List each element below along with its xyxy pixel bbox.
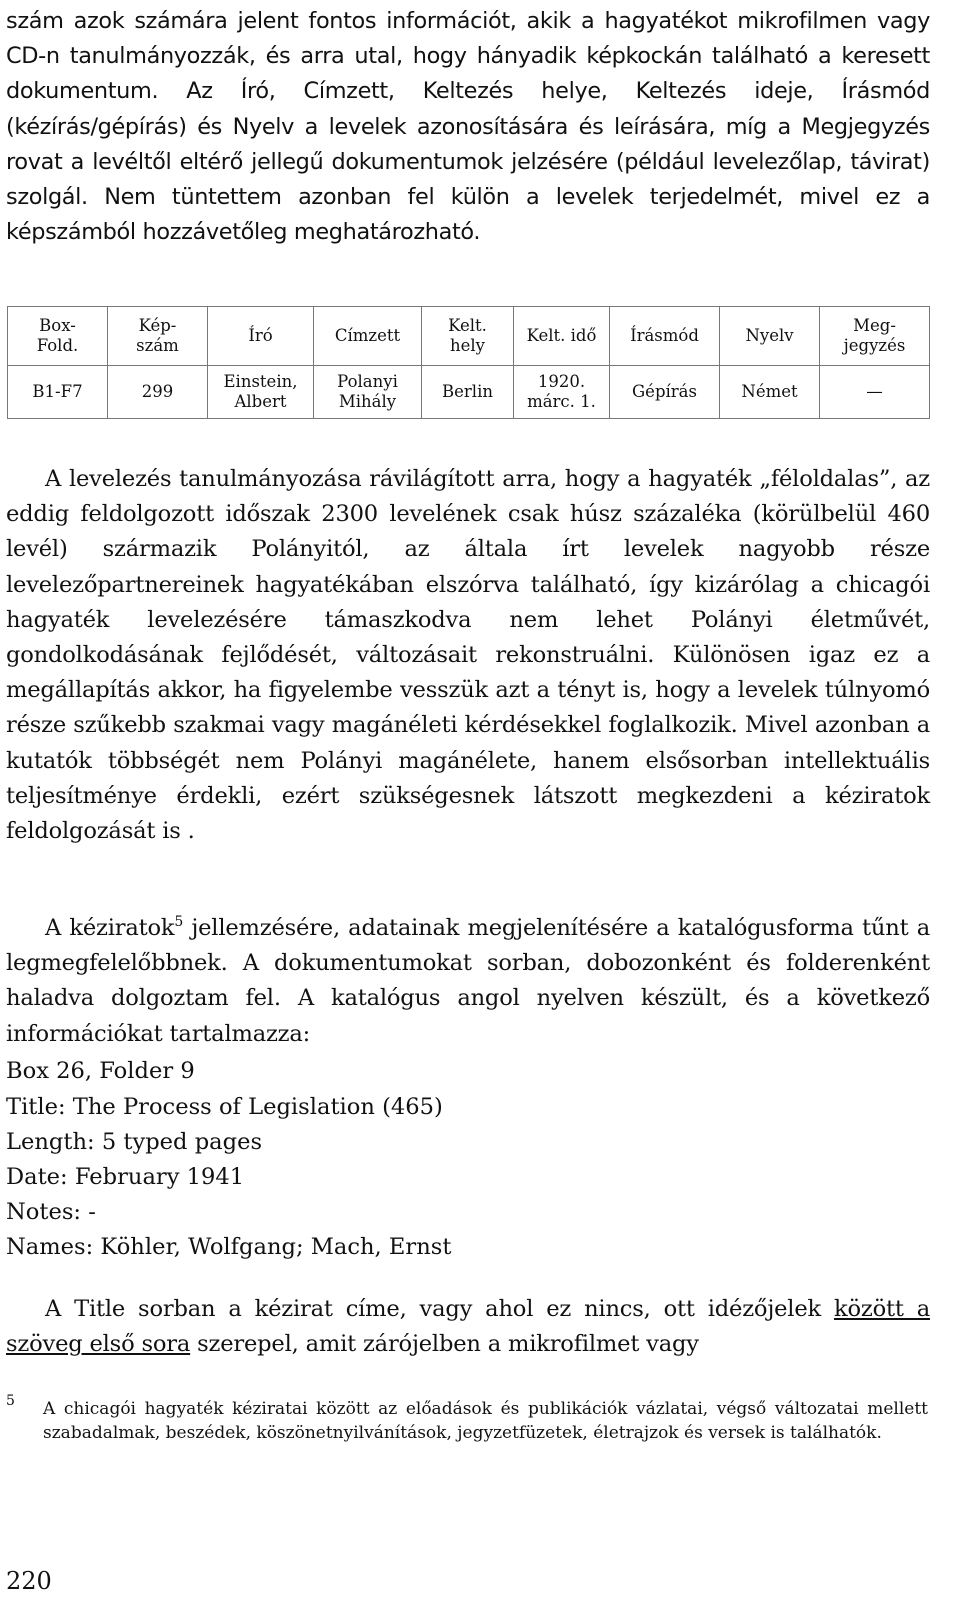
paragraph-manuscripts-start: A kéziratok: [45, 915, 175, 941]
paragraph-title-text: A Title sorban a kézirat címe, vagy ahol ez nincs, ott idézőjelek között a szöveg első sora szerepel, amit zárójelben a mikrofilmet vagy: [6, 1296, 930, 1358]
paragraph-manuscripts: [6, 911, 930, 1052]
page-number: 220: [6, 1567, 52, 1595]
header-cell: Nyelv: [720, 307, 820, 366]
table-cell: 299: [108, 366, 208, 419]
header-cell: Kép- szám: [108, 307, 208, 366]
table-cell: Német: [720, 366, 820, 419]
header-cell: Címzett: [314, 307, 422, 366]
header-cell: Kelt. hely: [422, 307, 514, 366]
header-cell: Írásmód: [610, 307, 720, 366]
table-header-row: [8, 307, 930, 366]
table-cell: Polanyi Mihály: [314, 366, 422, 419]
table-cell: 1920. márc. 1.: [514, 366, 610, 419]
catalog-line-names: Names: Köhler, Wolfgang; Mach, Ernst: [6, 1234, 452, 1260]
header-cell: Író: [208, 307, 314, 366]
catalog-line-length: Length: 5 typed pages: [6, 1129, 263, 1155]
header-cell: Kelt. idő: [514, 307, 610, 366]
footnote-reference: 5: [174, 914, 184, 930]
paragraph-manuscripts-rest: jellemzésére, adatainak megjelenítésére a katalógusforma tűnt a legmegfelelőbbnek. A dokumentumokat sorban, dobozonként és folderenként haladva dolgoztam fel. A katalógus angol nyelven készült, és a következő információkat tartalmazza:: [6, 915, 930, 1047]
paragraph-letters-analysis: A levelezés tanulmányozása rávilágított arra, hogy a hagyaték „féloldalas”, az eddig feldolgozott időszak 2300 levelének csak húsz százaléka (körülbelül 460 levél) származik Polányitól, az általa írt levelek nagyobb része levelezőpartnereinek hagyatékában elszórva található, így kizárólag a chicagói hagyaték levelezésére támaszkodva nem lehet Polányi életművét, gondolkodásának fejlődését, változásait rekonstruálni. Különösen igaz ez a megállapítás akkor, ha figyelembe vesszük azt a tényt is, hogy a levelek túlnyomó része szűkebb szakmai vagy magánéleti kérdésekkel foglalkozik. Mivel azonban a kutatók többségét nem Polányi magánélete, hanem elsősorban intellektuális teljesítménye érdekli, ezért szükségesnek látszott megkezdeni a kéziratok feldolgozását is .: [6, 466, 930, 845]
table-row: [8, 366, 930, 419]
table-cell: B1-F7: [8, 366, 108, 419]
catalog-line-box: Box 26, Folder 9: [6, 1058, 195, 1084]
intro-paragraph: szám azok számára jelent fontos információt, akik a hagyatékot mikrofilmen vagy CD-n tanulmányozzák, és arra utal, hogy hányadik képkockán található a keresett dokumentum. Az Író, Címzett, Keltezés helye, Keltezés ideje, Írásmód (kézírás/gépírás) és Nyelv a levelek azonosítására és leírására, míg a Megjegyzés rovat a levéltől eltérő jellegű dokumentumok jelzésére (például levelezőlap, távirat) szolgál. Nem tüntettem azonban fel külön a levelek terjedelmét, mivel ez a képszámból hozzávetőleg meghatározható.: [6, 8, 930, 246]
footnote-text: A chicagói hagyaték kéziratai között az előadások és publikációk vázlatai, végső változatai mellett szabadalmak, beszédek, köszönetnyilvánítások, jegyzetfüzetek, életrajzok és versek is találhatók.: [43, 1399, 928, 1443]
footnote-number: 5: [6, 1393, 15, 1409]
table-cell: Berlin: [422, 366, 514, 419]
catalog-line-notes: Notes: -: [6, 1199, 96, 1225]
table-cell: Gépírás: [610, 366, 720, 419]
letter-metadata-table: [7, 306, 930, 419]
paragraph-title-explanation: [6, 1292, 930, 1362]
header-cell: Box- Fold.: [8, 307, 108, 366]
table-cell: Einstein, Albert: [208, 366, 314, 419]
table-cell: —: [820, 366, 930, 419]
header-cell: Meg- jegyzés: [820, 307, 930, 366]
catalog-line-date: Date: February 1941: [6, 1164, 245, 1190]
catalog-line-title: Title: The Process of Legislation (465): [6, 1094, 443, 1120]
underlined-phrase: között a szöveg első sora: [6, 1296, 930, 1358]
